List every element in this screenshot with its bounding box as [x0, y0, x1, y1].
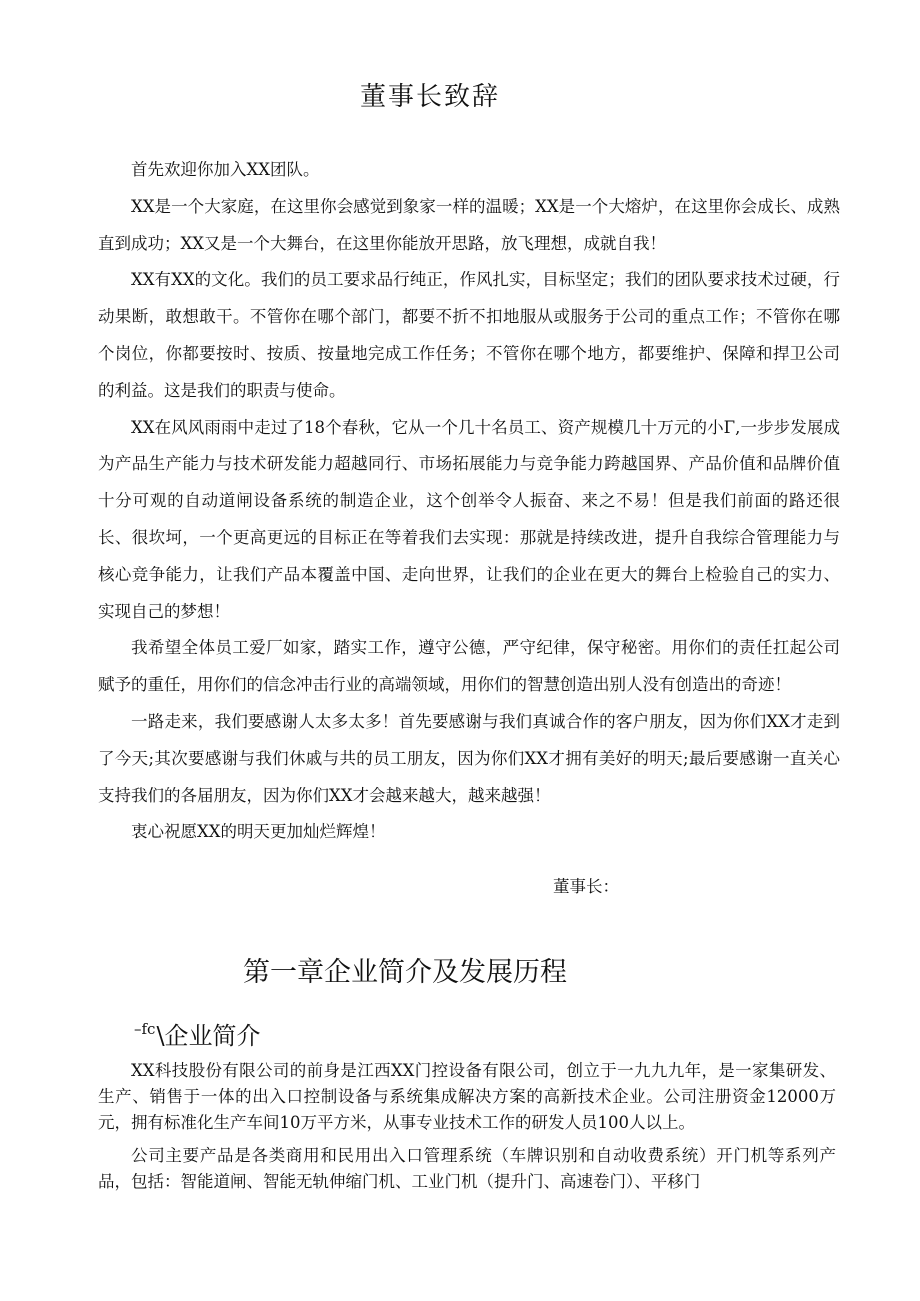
intro-paragraph: 公司主要产品是各类商用和民用出入口管理系统（车牌识别和自动收费系统）开门机等系列产品，包括：智能道闸、智能无轨伸缩门机、工业门机（提升门、高速卷门）、平移门 — [98, 1146, 836, 1191]
letter-paragraph: XX在风风雨雨中走过了18个春秋，它从一个几十名员工、资产规模几十万元的小Γ,一步步发展成为产品生产能力与技术研发能力超越同行、市场拓展能力与竞争能力跨越国界、产品价值和品牌价值十分可观的自动道闸设备系统的制造企业，这个创举令人振奋、来之不易！但是我们前面的路还很长、很坎坷，一个更高更远的目标正在等着我们去实现：那就是持续改进，提升自我综合管理能力与核心竞争能力，让我们产品本覆盖中国、走向世界，让我们的企业在更大的舞台上检验自己的实力、实现自己的梦想！ — [98, 417, 840, 621]
letter-paragraph: 一路走来，我们要感谢人太多太多！首先要感谢与我们真诚合作的客户朋友，因为你们XX才走到了今天;其次要感谢与我们休戚与共的员工朋友，因为你们XX才拥有美好的明天;最后要感谢一直关心支持我们的各届朋友，因为你们XX才会越来越大，越来越强！ — [98, 711, 840, 805]
chapter-title: 第一章企业简介及发展历程 — [243, 957, 567, 988]
letter-title: 董事长致辞 — [359, 82, 500, 112]
letter-paragraph: XX是一个大家庭，在这里你会感觉到象家一样的温暖；XX是一个大熔炉，在这里你会成长、成熟直到成功；XX又是一个大舞台，在这里你能放开思路，放飞理想，成就自我！ — [98, 196, 840, 253]
intro-paragraph: XX科技股份有限公司的前身是江西XX门控设备有限公司，创立于一九九九年，是一家集研发、生产、销售于一体的出入口控制设备与系统集成解决方案的高新技术企业。公司注册资金12000万元，拥有标准化生产车间10万平方米，从事专业技术工作的研发人员100人以上。 — [98, 1061, 836, 1132]
letter-signature: 董事长： — [553, 877, 619, 897]
section-heading — [134, 1016, 261, 1051]
letter-paragraph: 我希望全体员工爱厂如家，踏实工作，遵守公德，严守纪律，保守秘密。用你们的责任扛起公司赋予的重任，用你们的信念冲击行业的高端领域，用你们的智慧创造出别人没有创造出的奇迹！ — [98, 638, 840, 695]
letter-paragraph: 衷心祝愿XX的明天更加灿烂辉煌！ — [131, 822, 386, 842]
company-intro — [98, 1058, 836, 1202]
chairman-letter — [98, 152, 840, 906]
section-marker: –fc — [134, 1020, 156, 1038]
letter-paragraph: 首先欢迎你加入XX团队。 — [131, 160, 320, 179]
letter-paragraph: XX有XX的文化。我们的员工要求品行纯正，作风扎实，目标坚定；我们的团队要求技术过硬，行动果断，敢想敢干。不管你在哪个部门，都要不折不扣地服从或服务于公司的重点工作；不管你在哪个岗位，你都要按时、按质、按量地完成工作任务；不管你在哪个地方，都要维护、保障和捍卫公司的利益。这是我们的职责与使命。 — [98, 270, 840, 400]
section-title: \企业简介 — [156, 1022, 261, 1050]
